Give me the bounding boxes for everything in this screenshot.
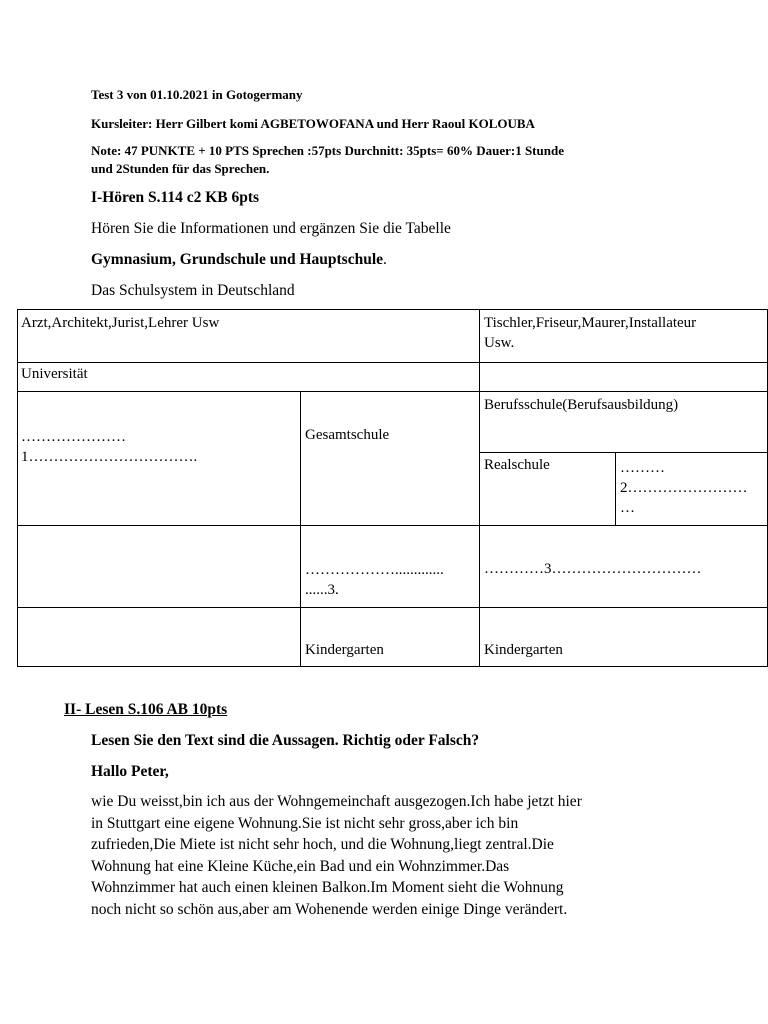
column-divider (300, 391, 301, 667)
row-divider (17, 391, 768, 392)
section-2-title: II- Lesen S.106 AB 10pts (64, 701, 228, 718)
grade-info: Note: 47 PUNKTE + 10 PTS Sprechen :57pts Durchnitt: 35pts= 60% Dauer:1 Stunde (91, 143, 564, 158)
cell-trade-jobs-continued: Usw. (484, 335, 515, 351)
table-caption: Das Schulsystem in Deutschland (91, 282, 295, 299)
letter-line: Wohnzimmer hat auch einen kleinen Balkon.Im Moment sieht die Wohnung (91, 879, 564, 896)
section-1-instruction: Hören Sie die Informationen und ergänzen Sie die Tabelle (91, 220, 451, 237)
cell-berufsschule: Berufsschule(Berufsausbildung) (484, 397, 679, 413)
cell-realschule: Realschule (484, 457, 550, 473)
cell-blank-dots: … (620, 500, 635, 516)
letter-line: Wohnung hat eine Kleine Küche,ein Bad und ein Wohnzimmer.Das (91, 857, 510, 875)
cell-gesamtschule: Gesamtschule (305, 427, 390, 443)
cell-blank-3-continued: ......3. (305, 582, 339, 598)
row-divider (479, 452, 768, 453)
row-divider (17, 525, 768, 526)
section-2-instruction: Lesen Sie den Text sind die Aussagen. Richtig oder Falsch? (91, 732, 480, 749)
column-divider (615, 452, 616, 525)
letter-line: wie Du weisst,bin ich aus der Wohngemeinchaft ausgezogen.Ich habe jetzt hier (91, 793, 582, 810)
cell-blank-dots: ……… (620, 460, 665, 476)
cell-kindergarten: Kindergarten (484, 642, 563, 658)
letter-body (91, 791, 731, 920)
row-divider (17, 607, 768, 608)
letter-line: in Stuttgart eine eigene Wohnung.Sie ist nicht sehr gross,aber ich bin (91, 814, 519, 832)
cell-trade-jobs: Tischler,Friseur,Maurer,Installateur (484, 315, 697, 331)
row-divider (17, 362, 768, 363)
grade-info-continued: und 2Stunden für das Sprechen. (91, 161, 270, 176)
cell-blank-2: 2…………………… (620, 480, 748, 496)
letter-line: zufrieden,Die Miete ist nicht sehr hoch, und die Wohnung,liegt zentral.Die (91, 836, 554, 853)
cell-blank-dots: ………………… (21, 429, 126, 445)
cell-blank-3: ………………............. (305, 562, 444, 578)
course-leaders: Kursleiter: Herr Gilbert komi AGBETOWOFANA und Herr Raoul KOLOUBA (91, 116, 535, 131)
cell-blank-1: 1……………………………. (21, 449, 198, 465)
school-types: Gymnasium, Grundschule und Hauptschule. (91, 251, 387, 268)
test-header: Test 3 von 01.10.2021 in Gotogermany (91, 87, 303, 102)
cell-kindergarten: Kindergarten (305, 642, 384, 658)
cell-university: Universität (21, 366, 88, 382)
letter-line: noch nicht so schön aus,aber am Wohenende werden einige Dinge verändert. (91, 900, 568, 918)
letter-greeting: Hallo Peter, (91, 763, 169, 780)
cell-blank-3-right: …………3………………………… (484, 561, 702, 577)
section-1-title: I-Hören S.114 c2 KB 6pts (91, 189, 260, 206)
cell-academic-jobs: Arzt,Architekt,Jurist,Lehrer Usw (21, 315, 220, 331)
column-divider (479, 309, 480, 667)
